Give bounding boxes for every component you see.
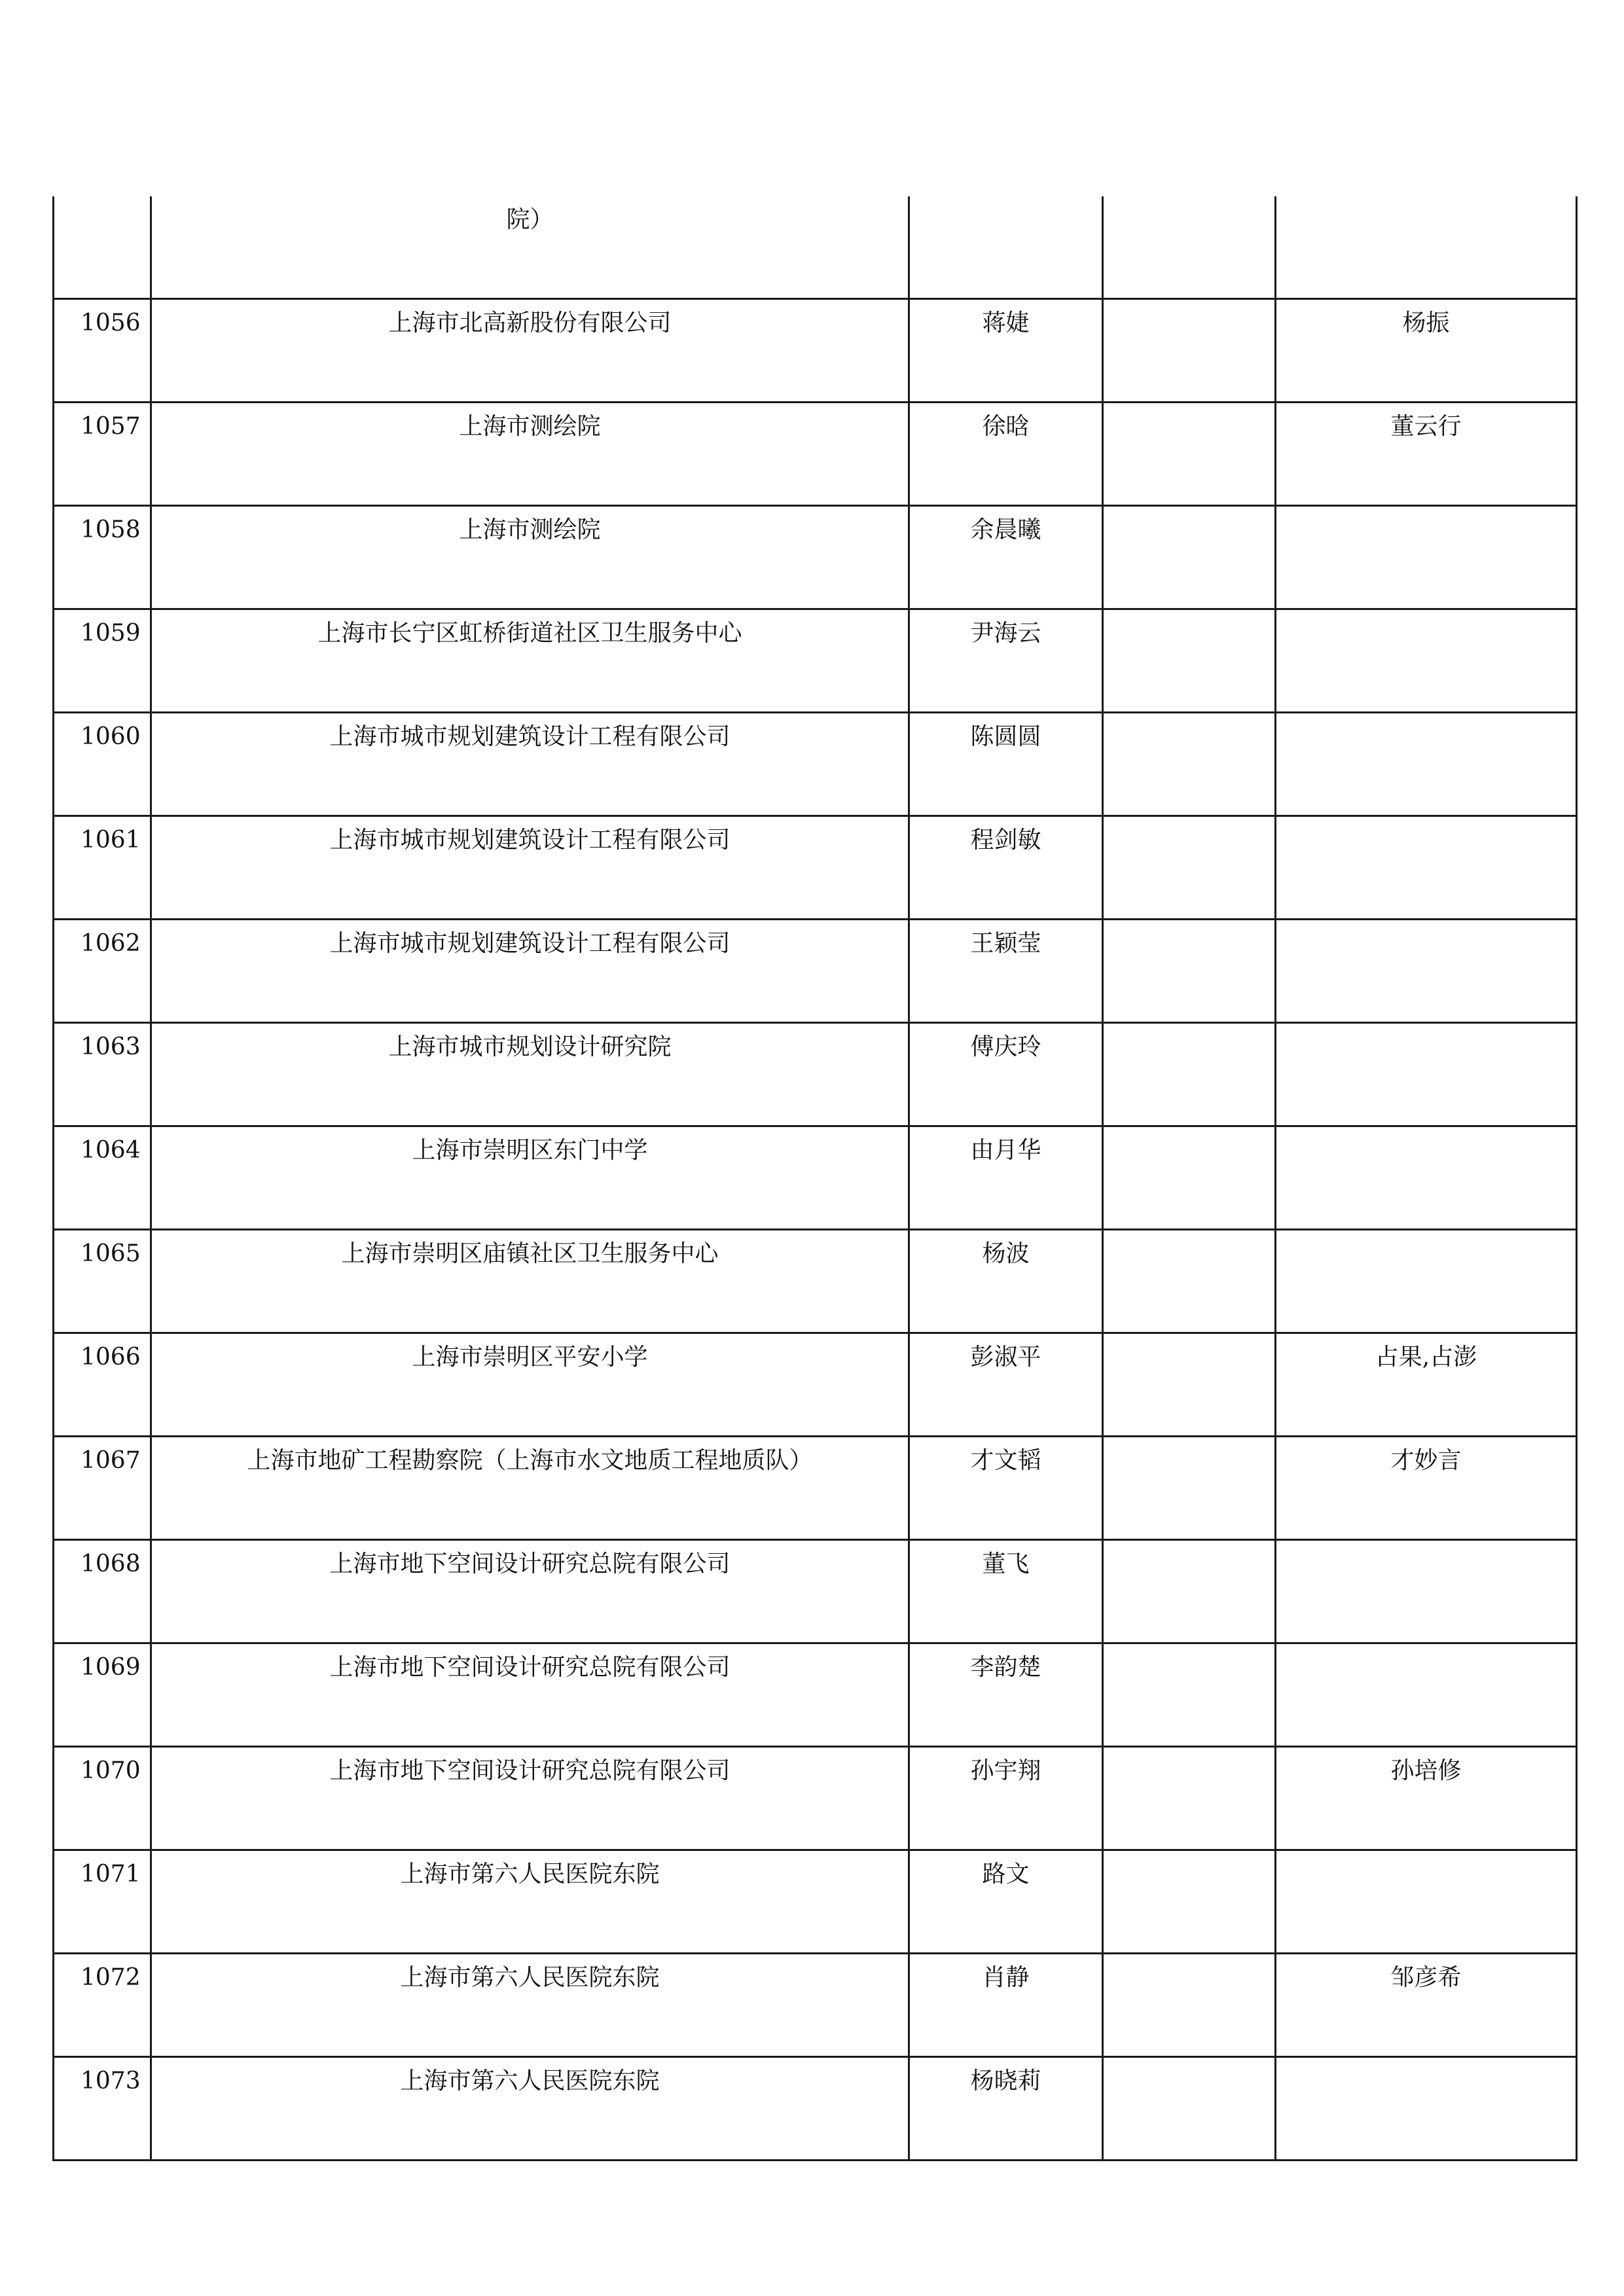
name-cell: 程剑敏 bbox=[909, 816, 1103, 920]
extra-cell bbox=[1103, 1126, 1276, 1230]
row-number-cell: 1067 bbox=[54, 1437, 151, 1540]
row-number-cell: 1068 bbox=[54, 1540, 151, 1643]
roster-body bbox=[54, 299, 1577, 2161]
name-cell: 王颖莹 bbox=[909, 920, 1103, 1023]
table-row bbox=[54, 1643, 1577, 1747]
unit-cell: 上海市第六人民医院东院 bbox=[151, 1850, 909, 1954]
roster-table bbox=[52, 196, 1578, 2161]
unit-cell: 上海市第六人民医院东院 bbox=[151, 1954, 909, 2057]
name-cell: 肖静 bbox=[909, 1954, 1103, 2057]
row-number-cell: 1070 bbox=[54, 1747, 151, 1850]
unit-cell: 上海市地下空间设计研究总院有限公司 bbox=[151, 1540, 909, 1643]
family-cell: 孙培修 bbox=[1276, 1747, 1577, 1850]
family-cell: 占果,占澎 bbox=[1276, 1333, 1577, 1437]
row-number-cell: 1069 bbox=[54, 1643, 151, 1747]
extra-cell bbox=[1103, 196, 1276, 299]
unit-cell: 上海市地下空间设计研究总院有限公司 bbox=[151, 1643, 909, 1747]
name-cell: 杨波 bbox=[909, 1230, 1103, 1333]
row-number-cell: 1060 bbox=[54, 713, 151, 816]
family-cell bbox=[1276, 2057, 1577, 2161]
unit-cell: 上海市崇明区平安小学 bbox=[151, 1333, 909, 1437]
extra-cell bbox=[1103, 1023, 1276, 1126]
row-number-cell bbox=[54, 196, 151, 299]
extra-cell bbox=[1103, 920, 1276, 1023]
table-row bbox=[54, 1540, 1577, 1643]
unit-cell: 上海市地矿工程勘察院（上海市水文地质工程地质队） bbox=[151, 1437, 909, 1540]
family-cell bbox=[1276, 196, 1577, 299]
table-row bbox=[54, 920, 1577, 1023]
name-cell: 杨晓莉 bbox=[909, 2057, 1103, 2161]
row-number-cell: 1059 bbox=[54, 609, 151, 713]
name-cell: 路文 bbox=[909, 1850, 1103, 1954]
unit-cell: 上海市第六人民医院东院 bbox=[151, 2057, 909, 2161]
name-cell: 孙宇翔 bbox=[909, 1747, 1103, 1850]
table-row bbox=[54, 1126, 1577, 1230]
table-row bbox=[54, 403, 1577, 506]
family-cell: 董云行 bbox=[1276, 403, 1577, 506]
unit-cell: 上海市地下空间设计研究总院有限公司 bbox=[151, 1747, 909, 1850]
name-cell: 蒋婕 bbox=[909, 299, 1103, 403]
extra-cell bbox=[1103, 1747, 1276, 1850]
unit-cell: 上海市长宁区虹桥街道社区卫生服务中心 bbox=[151, 609, 909, 713]
family-cell bbox=[1276, 920, 1577, 1023]
family-cell: 才妙言 bbox=[1276, 1437, 1577, 1540]
name-cell: 董飞 bbox=[909, 1540, 1103, 1643]
table-row bbox=[54, 299, 1577, 403]
table-row bbox=[54, 1230, 1577, 1333]
name-cell: 由月华 bbox=[909, 1126, 1103, 1230]
row-number-cell: 1071 bbox=[54, 1850, 151, 1954]
row-number-cell: 1072 bbox=[54, 1954, 151, 2057]
extra-cell bbox=[1103, 1850, 1276, 1954]
table-row bbox=[54, 713, 1577, 816]
row-number-cell: 1058 bbox=[54, 506, 151, 609]
family-cell bbox=[1276, 816, 1577, 920]
row-number-cell: 1073 bbox=[54, 2057, 151, 2161]
family-cell bbox=[1276, 1540, 1577, 1643]
extra-cell bbox=[1103, 2057, 1276, 2161]
table-row bbox=[54, 1023, 1577, 1126]
unit-cell: 上海市城市规划建筑设计工程有限公司 bbox=[151, 920, 909, 1023]
row-number-cell: 1064 bbox=[54, 1126, 151, 1230]
unit-cell: 院） bbox=[151, 196, 909, 299]
table-row bbox=[54, 1954, 1577, 2057]
row-number-cell: 1063 bbox=[54, 1023, 151, 1126]
extra-cell bbox=[1103, 506, 1276, 609]
extra-cell bbox=[1103, 1437, 1276, 1540]
extra-cell bbox=[1103, 299, 1276, 403]
family-cell bbox=[1276, 713, 1577, 816]
family-cell bbox=[1276, 1126, 1577, 1230]
family-cell bbox=[1276, 1023, 1577, 1126]
family-cell bbox=[1276, 506, 1577, 609]
name-cell: 才文韬 bbox=[909, 1437, 1103, 1540]
row-number-cell: 1066 bbox=[54, 1333, 151, 1437]
extra-cell bbox=[1103, 1230, 1276, 1333]
name-cell: 彭淑平 bbox=[909, 1333, 1103, 1437]
name-cell: 李韵楚 bbox=[909, 1643, 1103, 1747]
extra-cell bbox=[1103, 1954, 1276, 2057]
row-number-cell: 1065 bbox=[54, 1230, 151, 1333]
unit-cell: 上海市崇明区庙镇社区卫生服务中心 bbox=[151, 1230, 909, 1333]
table-row bbox=[54, 816, 1577, 920]
extra-cell bbox=[1103, 1540, 1276, 1643]
unit-cell: 上海市城市规划建筑设计工程有限公司 bbox=[151, 713, 909, 816]
table-row bbox=[54, 1437, 1577, 1540]
extra-cell bbox=[1103, 816, 1276, 920]
extra-cell bbox=[1103, 403, 1276, 506]
extra-cell bbox=[1103, 609, 1276, 713]
table-row bbox=[54, 1333, 1577, 1437]
row-number-cell: 1056 bbox=[54, 299, 151, 403]
table-row-continuation bbox=[54, 196, 1577, 299]
name-cell: 尹海云 bbox=[909, 609, 1103, 713]
family-cell bbox=[1276, 1850, 1577, 1954]
unit-cell: 上海市城市规划建筑设计工程有限公司 bbox=[151, 816, 909, 920]
name-cell: 傅庆玲 bbox=[909, 1023, 1103, 1126]
family-cell bbox=[1276, 609, 1577, 713]
table-row bbox=[54, 1850, 1577, 1954]
unit-cell: 上海市测绘院 bbox=[151, 506, 909, 609]
extra-cell bbox=[1103, 713, 1276, 816]
name-cell bbox=[909, 196, 1103, 299]
unit-cell: 上海市测绘院 bbox=[151, 403, 909, 506]
row-number-cell: 1057 bbox=[54, 403, 151, 506]
table-row bbox=[54, 2057, 1577, 2161]
table-row bbox=[54, 1747, 1577, 1850]
row-number-cell: 1061 bbox=[54, 816, 151, 920]
unit-cell: 上海市城市规划设计研究院 bbox=[151, 1023, 909, 1126]
extra-cell bbox=[1103, 1333, 1276, 1437]
family-cell: 杨振 bbox=[1276, 299, 1577, 403]
table-row bbox=[54, 506, 1577, 609]
name-cell: 陈圆圆 bbox=[909, 713, 1103, 816]
unit-cell: 上海市北高新股份有限公司 bbox=[151, 299, 909, 403]
name-cell: 徐晗 bbox=[909, 403, 1103, 506]
row-number-cell: 1062 bbox=[54, 920, 151, 1023]
name-cell: 余晨曦 bbox=[909, 506, 1103, 609]
extra-cell bbox=[1103, 1643, 1276, 1747]
unit-cell: 上海市崇明区东门中学 bbox=[151, 1126, 909, 1230]
family-cell: 邹彦希 bbox=[1276, 1954, 1577, 2057]
family-cell bbox=[1276, 1230, 1577, 1333]
table-row bbox=[54, 609, 1577, 713]
family-cell bbox=[1276, 1643, 1577, 1747]
